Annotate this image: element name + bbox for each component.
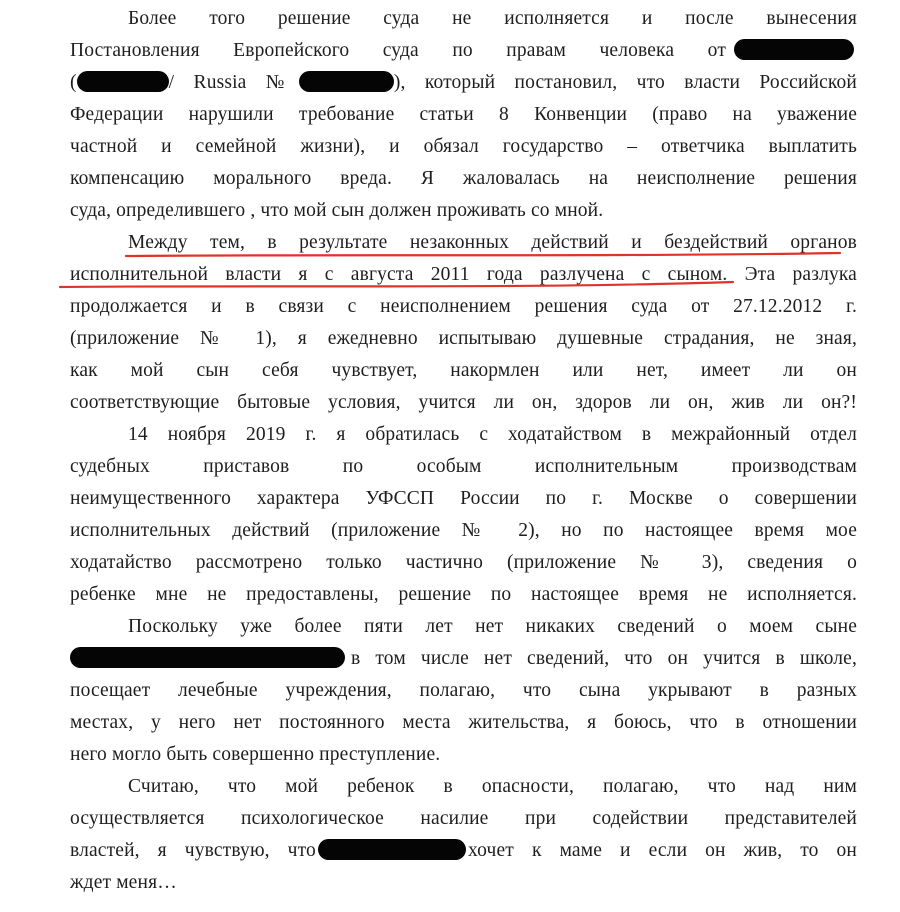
text-line: [70, 132, 857, 162]
line-text: судебных приставов по особым исполнительным производствам: [70, 456, 857, 477]
line-text: продолжается и в связи с неисполнением решения суда от 27.12.2012 г.: [70, 296, 857, 317]
line-text: исполнительной власти я с августа 2011 года разлучена с сыном. Эта разлука: [70, 264, 857, 285]
text-line: [70, 388, 857, 418]
line-text: местах, у него нет постоянного места жительства, я боюсь, что в отношении: [70, 712, 857, 733]
text-line: [128, 420, 857, 450]
line-text: него могло быть совершенно преступление.: [70, 744, 441, 765]
text-line: [70, 836, 857, 866]
line-text: хочет к маме и если он жив, то он: [467, 840, 857, 861]
line-text: ходатайство рассмотрено только частично (приложение № 3), сведения о: [70, 552, 857, 573]
text-line: [70, 580, 857, 610]
line-text: Поскольку уже более пяти лет нет никаких сведений о моем сыне: [128, 616, 857, 637]
text-line: [70, 452, 857, 482]
line-text: ждет меня…: [70, 872, 177, 893]
line-text: частной и семейной жизни), и обязал государство – ответчика выплатить: [70, 136, 857, 157]
text-line: [70, 676, 857, 706]
line-text: в том числе нет сведений, что он учится в школе,: [351, 648, 857, 669]
text-line: [70, 484, 857, 514]
text-line: [70, 740, 857, 770]
text-line: [70, 292, 857, 322]
line-text: суда, определившего , что мой сын должен проживать со мной.: [70, 200, 604, 221]
line-text: / Russia №: [168, 72, 299, 93]
text-line: [70, 356, 857, 386]
text-line: [70, 516, 857, 546]
line-text: соответствующие бытовые условия, учится ли он, здоров ли он, жив ли он?!: [70, 392, 857, 413]
line-text: Федерации нарушили требование статьи 8 Конвенции (право на уважение: [70, 104, 857, 125]
text-line: [128, 612, 857, 642]
line-text: Считаю, что мой ребенок в опасности, полагаю, что над ним: [128, 776, 857, 797]
line-text: (приложение № 1), я ежедневно испытываю душевные страдания, не зная,: [70, 328, 857, 349]
text-line: [70, 36, 857, 66]
text-line: [70, 548, 857, 578]
text-line: [128, 228, 857, 258]
text-line: [128, 4, 857, 34]
line-text: исполнительных действий (приложение № 2), но по настоящее время мое: [70, 520, 857, 541]
line-text: Постановления Европейского суда по правам человека от: [70, 40, 726, 61]
line-text: посещает лечебные учреждения, полагаю, что сына укрывают в разных: [70, 680, 857, 701]
redaction-block: [77, 71, 169, 92]
line-text: ребенке мне не предоставлены, решение по настоящее время не исполняется.: [70, 584, 857, 605]
line-text: Более того решение суда не исполняется и после вынесения: [128, 8, 857, 29]
text-line: [70, 324, 857, 354]
text-line: [70, 708, 857, 738]
text-line: [70, 196, 857, 226]
line-text: 14 ноября 2019 г. я обратилась с ходатайством в межрайонный отдел: [128, 424, 857, 445]
line-text: ), который постановил, что власти Российской: [393, 72, 858, 93]
line-text: как мой сын себя чувствует, накормлен или нет, имеет ли он: [70, 360, 857, 381]
text-line: [70, 68, 857, 98]
line-text: неимущественного характера УФССП России по г. Москве о совершении: [70, 488, 857, 509]
text-line: [70, 100, 857, 130]
redaction-block: [318, 839, 466, 860]
line-text: компенсацию морального вреда. Я жаловалась на неисполнение решения: [70, 168, 857, 189]
redaction-block: [734, 39, 854, 60]
text-line: [70, 804, 857, 834]
text-line: [128, 772, 857, 802]
text-line: [70, 164, 857, 194]
line-text: (: [70, 72, 77, 93]
text-line: [70, 868, 857, 898]
text-line: [70, 260, 857, 290]
line-text: властей, я чувствую, что: [70, 840, 316, 861]
redaction-block: [70, 647, 345, 668]
redaction-block: [299, 71, 394, 92]
text-line: [70, 644, 857, 674]
line-text: осуществляется психологическое насилие при содействии представителей: [70, 808, 857, 829]
line-text: Между тем, в результате незаконных действий и бездействий органов: [128, 232, 857, 253]
